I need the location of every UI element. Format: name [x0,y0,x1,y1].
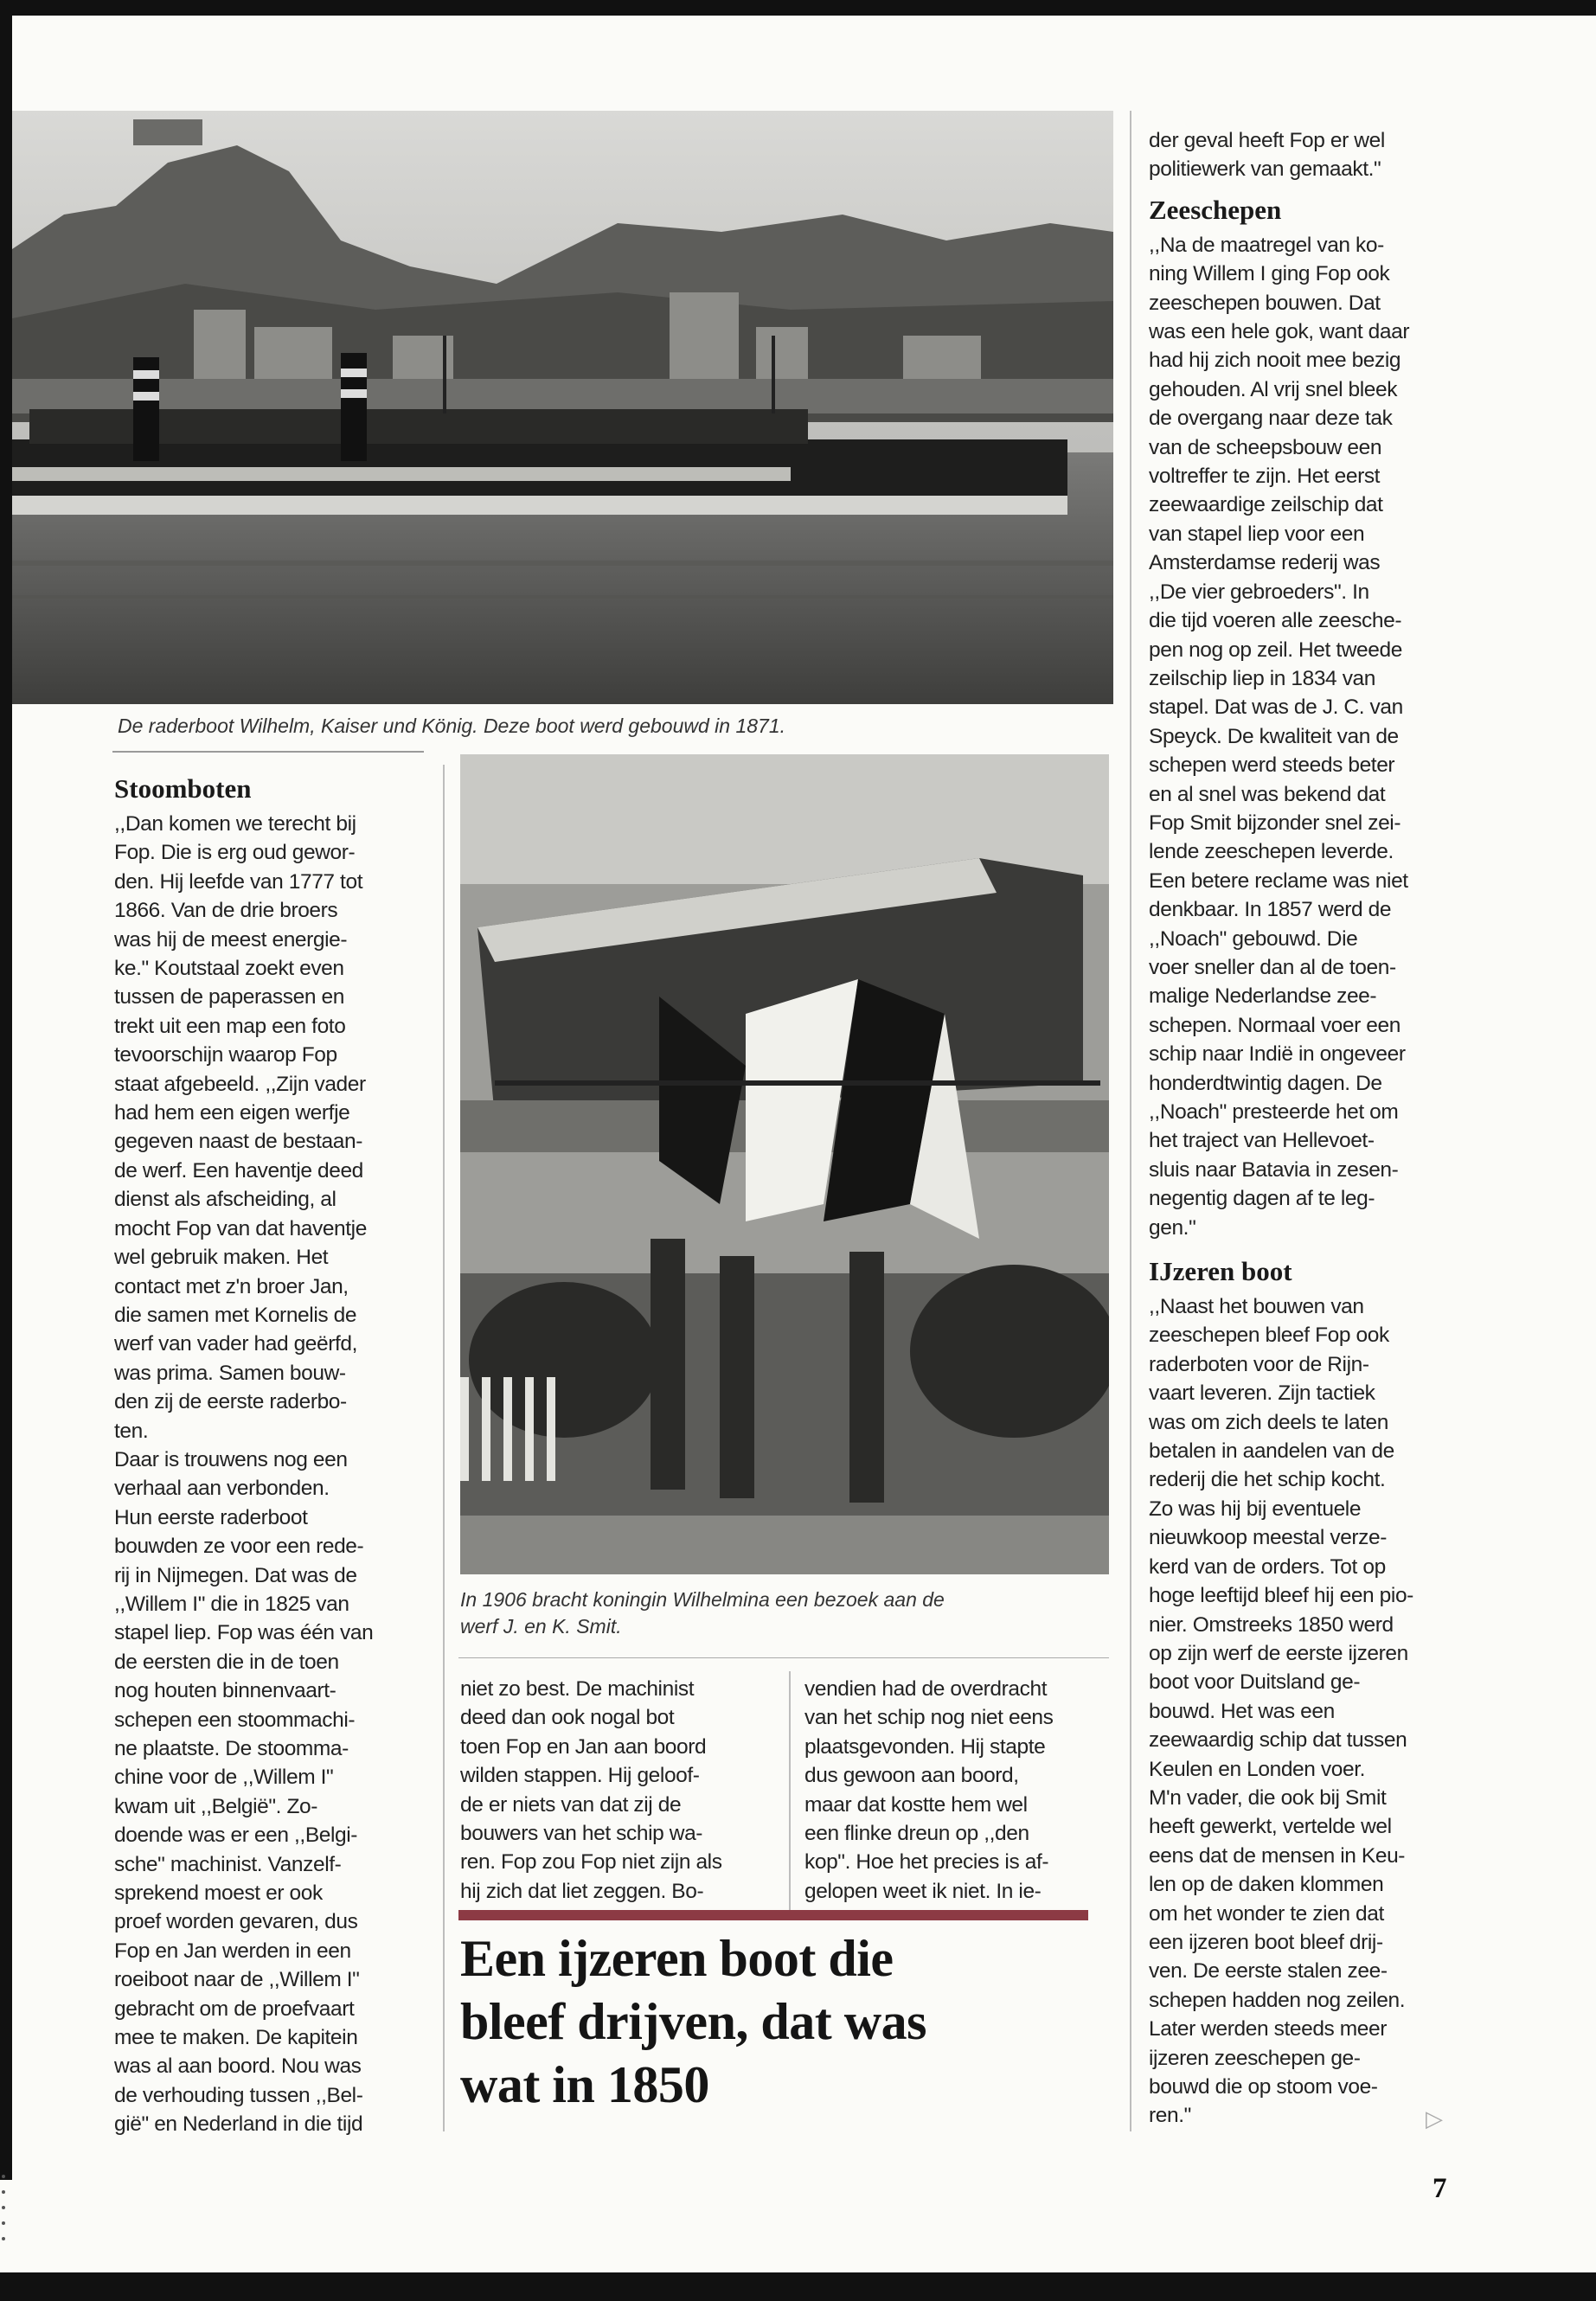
text-line: schepen. Normaal voer een [1149,1013,1401,1037]
text-line: Keulen en Londen voer. [1149,1757,1366,1781]
text-line: staat afgebeeld. ,,Zijn vader [114,1072,366,1096]
text-line: dienst als afscheiding, al [114,1188,337,1212]
text-line: lende zeeschepen leverde. [1149,840,1394,864]
text-line: schip naar Indië in ongeveer [1149,1042,1406,1067]
text-line: heeft gewerkt, vertelde wel [1149,1815,1392,1839]
text-line: sprekend moest er ook [114,1881,323,1906]
text-line: politiewerk van gemaakt." [1149,157,1381,182]
text-line: mee te maken. De kapitein [114,2026,358,2050]
text-line: stapel liep. Fop was één van [114,1621,374,1645]
text-line: rederij die het schip kocht. [1149,1468,1386,1492]
headline-line: bleef drijven, dat was [460,1993,926,2050]
top-border [0,0,1596,16]
text-line: toen Fop en Jan aan boord [460,1734,707,1759]
text-line: van stapel liep voor een [1149,522,1365,546]
photo-royal-visit [460,754,1109,1574]
text-line: stapel. Dat was de J. C. van [1149,695,1403,720]
text-line: verhaal aan verbonden. [114,1477,330,1501]
text-line: ,,De vier gebroeders". In [1149,580,1369,604]
text-line: die samen met Kornelis de [114,1303,357,1327]
text-line: voltreffer te zijn. Het eerst [1149,465,1381,489]
column-divider [443,765,445,2131]
text-line: de verhouding tussen ,,Bel- [114,2083,363,2107]
text-line: op zijn werf de eerste ijzeren [1149,1641,1408,1665]
text-line: ne plaatste. De stoomma- [114,1737,349,1760]
text-line: ke." Koutstaal zoekt even [114,957,344,981]
text-line: bouwden ze voor een rede- [114,1535,364,1559]
text-line: mocht Fop van dat haventje [114,1216,367,1240]
left-scan-edge [0,0,12,2180]
text-line: voer sneller dan al de toen- [1149,955,1396,979]
text-line: wilden stappen. Hij geloof- [460,1764,700,1788]
text-line: hij zich dat liet zeggen. Bo- [460,1879,704,1903]
text-line: was al aan boord. Nou was [114,2054,362,2079]
column-divider [1130,111,1131,2131]
text-line: rij in Nijmegen. Dat was de [114,1563,357,1587]
text-line: van het schip nog niet eens [804,1706,1054,1730]
photo-caption [460,1586,1109,1640]
text-line: zeilschip liep in 1834 van [1149,666,1375,690]
text-line: boot voor Duitsland ge- [1149,1670,1361,1695]
text-line: nieuwkoop meestal verze- [1149,1526,1388,1550]
text-line: Speyck. De kwaliteit van de [1149,724,1399,748]
text-line: was hij de meest energie- [114,927,348,952]
text-line: denkbaar. In 1857 werd de [1149,898,1392,922]
text-line: proef worden gevaren, dus [114,1910,358,1934]
column-text-right [804,1675,1125,1906]
text-line: zeeschepen bouwen. Dat [1149,291,1381,315]
photo-paddle-steamer [12,111,1113,704]
text-line: gehouden. Al vrij snel bleek [1149,377,1398,401]
text-line: zeewaardig schip dat tussen [1149,1728,1407,1753]
text-line: honderdtwintig dagen. De [1149,1071,1382,1095]
text-line: Daar is trouwens nog een [114,1447,348,1471]
text-line: 1866. Van de drie broers [114,899,338,923]
text-line: schepen werd steeds beter [1149,753,1395,778]
text-line: Later werden steeds meer [1149,2017,1388,2041]
text-line: kop". Hoe het precies is af- [804,1850,1049,1875]
text-line: nier. Omstreeks 1850 werd [1149,1612,1394,1637]
text-line: kerd van de orders. Tot op [1149,1554,1386,1579]
text-line: Hun eerste raderboot [114,1505,308,1529]
column-text [460,1675,789,1906]
text-line: had hem een eigen werfje [114,1101,350,1125]
text-line: vendien had de overdracht [804,1677,1048,1701]
section-heading: Zeeschepen [1149,194,1282,225]
text-line: ,,Noach" presteerde het om [1149,1100,1399,1124]
column-text [804,1675,1125,1906]
text-line: ren." [1149,2104,1191,2128]
text-line: hoge leeftijd bleef hij een pio- [1149,1584,1413,1608]
text-line: Een betere reclame was niet [1149,868,1408,893]
text-line: raderboten voor de Rijn- [1149,1352,1369,1376]
caption-rule [112,751,424,753]
column-divider [789,1671,791,1910]
text-line: schepen een stoommachi- [114,1708,356,1732]
text-line: zeeschepen bleef Fop ook [1149,1324,1389,1348]
text-line: bouwers van het schip wa- [460,1822,703,1846]
text-line: gië" en Nederland in die tijd [114,2112,363,2137]
text-line: kwam uit ,,België". Zo- [114,1794,318,1818]
text-line: werf van vader had geërfd, [114,1332,358,1356]
text-line: de er niets van dat zij de [460,1792,682,1817]
column-text [1149,231,1495,1242]
text-line: die tijd voeren alle zeesche- [1149,609,1402,633]
text-line: bouwd die op stoom voe- [1149,2075,1378,2099]
caption-rule [458,1657,1109,1658]
headline-line: Een ijzeren boot die [460,1930,894,1987]
column-text-middle [460,1675,789,1906]
text-line: den. Hij leefde van 1777 tot [114,869,363,894]
text-line: plaatsgevonden. Hij stapte [804,1734,1046,1759]
text-line: ,,Dan komen we terecht bij [114,812,356,836]
text-line: wel gebruik maken. Het [114,1246,329,1270]
text-line: dus gewoon aan boord, [804,1764,1019,1788]
text-line: betalen in aandelen van de [1149,1439,1394,1464]
text-line: was om zich deels te laten [1149,1410,1388,1434]
text-line: om het wonder te zien dat [1149,1901,1384,1926]
text-line: den zij de eerste raderbo- [114,1390,347,1414]
column-text [114,810,436,2139]
text-line: ,,Naast het bouwen van [1149,1295,1364,1319]
text-line: was een hele gok, want daar [1149,320,1410,344]
column-zeeschepen [1149,126,1495,2131]
text-line: negentig dagen af te leg- [1149,1187,1375,1211]
text-line: sluis naar Batavia in zesen- [1149,1157,1399,1182]
text-line: ,,Willem I" die in 1825 van [114,1592,349,1616]
text-line: roeiboot naar de ,,Willem I" [114,1968,360,1992]
text-line: eens dat de mensen in Keu- [1149,1843,1406,1868]
text-line: sche" machinist. Vanzelf- [114,1852,342,1876]
text-line: gelopen weet ik niet. In ie- [804,1879,1042,1903]
column-stoomboten [114,772,436,2139]
text-line: en al snel was bekend dat [1149,782,1386,806]
text-line: gegeven naast de bestaan- [114,1130,362,1154]
page-number: 7 [1433,2173,1447,2204]
text-line: van de scheepsbouw een [1149,435,1382,459]
text-line: Zo was hij bij eventuele [1149,1497,1362,1521]
text-line: trekt uit een map een foto [114,1014,346,1038]
text-line: gen." [1149,1215,1196,1240]
text-line: maar dat kostte hem wel [804,1792,1028,1817]
text-line: Fop en Jan werden in een [114,1939,351,1963]
text-line: de eersten die in de toen [114,1650,339,1674]
continue-arrow-icon: ▷ [1426,2106,1443,2131]
text-line: len op de daken klommen [1149,1873,1384,1897]
text-line: malige Nederlandse zee- [1149,984,1377,1009]
text-line: Fop Smit bijzonder snel zei- [1149,811,1401,835]
text-line: ven. De eerste stalen zee- [1149,1959,1388,1984]
text-line: vaart leveren. Zijn tactiek [1149,1381,1375,1406]
text-line: had hij zich nooit mee bezig [1149,349,1401,373]
text-line: ren. Fop zou Fop niet zijn als [460,1850,722,1875]
text-line: ,,Na de maatregel van ko- [1149,233,1384,257]
text-line: de overgang naar deze tak [1149,407,1393,431]
text-line: Amsterdamse rederij was [1149,551,1381,575]
text-line: zeewaardige zeilschip dat [1149,493,1383,517]
text-line: ijzeren zeeschepen ge- [1149,2046,1361,2070]
headline-rule [458,1910,1088,1920]
text-line: schepen hadden nog zeilen. [1149,1988,1406,2012]
text-line: gebracht om de proefvaart [114,1997,355,2021]
text-line: tussen de paperassen en [114,985,344,1009]
text-line: pen nog op zeil. Het tweede [1149,638,1402,662]
text-line: bouwd. Het was een [1149,1699,1335,1723]
headline-line: wat in 1850 [460,2056,709,2113]
text-line: tevoorschijn waarop Fop [114,1043,337,1067]
text-line: Fop. Die is erg oud gewor- [114,841,356,865]
text-line: ten. [114,1419,149,1443]
text-line: chine voor de ,,Willem I" [114,1766,334,1790]
text-line: M'n vader, die ook bij Smit [1149,1785,1387,1810]
section-heading: IJzeren boot [1149,1256,1292,1287]
text-line: de werf. Een haventje deed [114,1158,363,1183]
text-line: was prima. Samen bouw- [114,1361,346,1385]
text-line: contact met z'n broer Jan, [114,1274,349,1298]
text-line: het traject van Hellevoet- [1149,1129,1375,1153]
caption-line: In 1906 bracht koningin Wilhelmina een bezoek aan de [460,1588,945,1611]
text-line: doende was er een ,,Belgi- [114,1823,358,1848]
text-line: ning Willem I ging Fop ook [1149,262,1390,286]
text-line: deed dan ook nogal bot [460,1706,675,1730]
caption-line: werf J. en K. Smit. [460,1615,622,1638]
scan-marks [0,2163,9,2240]
column-text [1149,1292,1495,2131]
bottom-border [0,2272,1596,2301]
text-line: een flinke dreun op ,,den [804,1822,1029,1846]
text-line: nog houten binnenvaart- [114,1679,337,1703]
text-line: der geval heeft Fop er wel [1149,129,1385,152]
section-heading: Stoomboten [114,773,252,804]
article-headline [460,1927,1118,2117]
text-line: een ijzeren boot bleef drij- [1149,1930,1383,1954]
column-text [1149,126,1495,184]
text-line: niet zo best. De machinist [460,1677,695,1701]
text-line: ,,Noach" gebouwd. Die [1149,926,1358,951]
photo-caption: De raderboot Wilhelm, Kaiser und König. Deze boot werd gebouwd in 1871. [118,715,786,737]
